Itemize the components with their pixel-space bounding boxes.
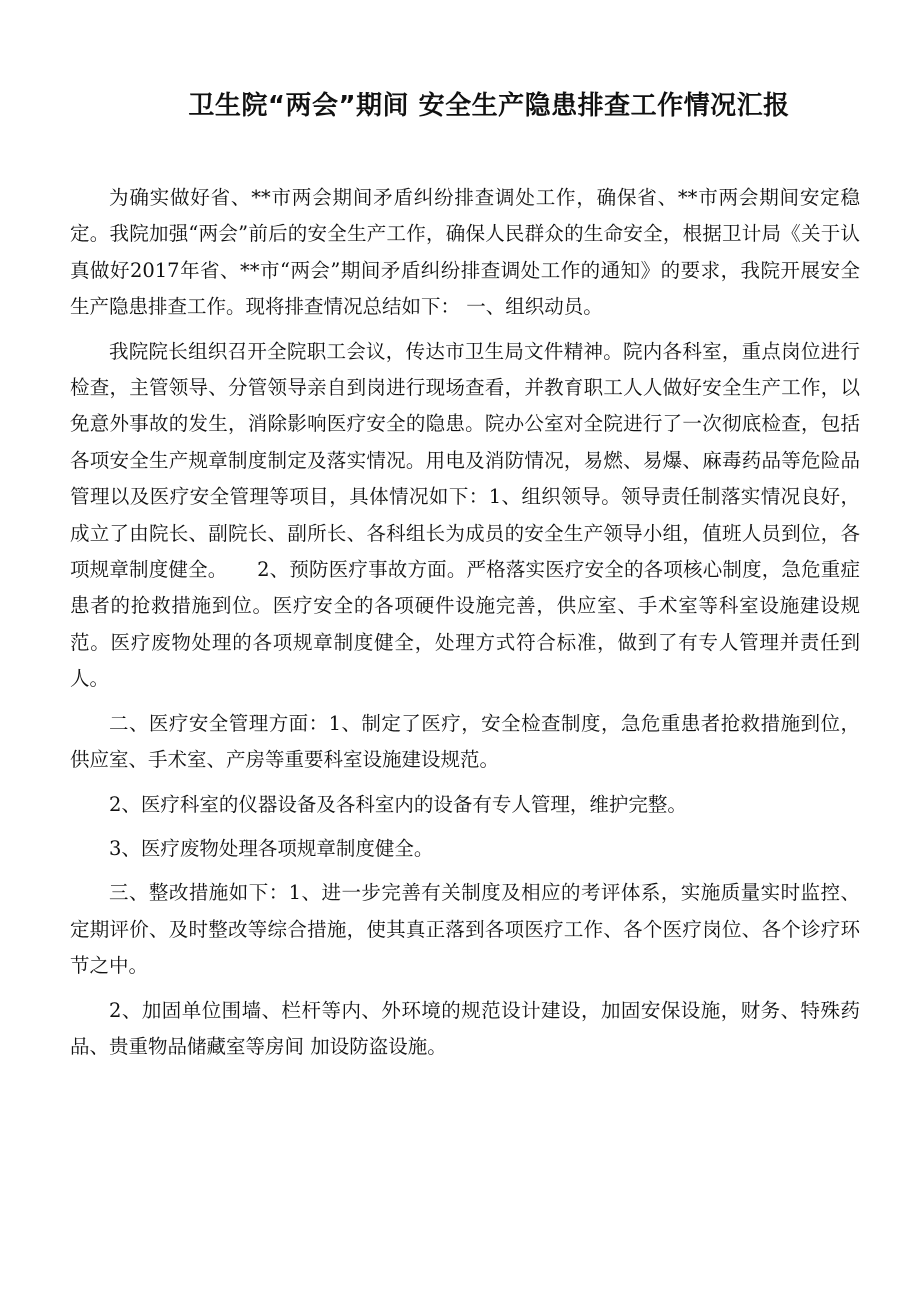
paragraph-rectification: 三、整改措施如下：1、进一步完善有关制度及相应的考评体系，实施质量实时监控、定期评价、及时整改等综合措施，使其真正落到各项医疗工作、各个医疗岗位、各个诊疗环节之中。 xyxy=(70,881,860,978)
paragraph-equipment: 2、医疗科室的仪器设备及各科室内的设备有专人管理，维护完整。 xyxy=(109,792,687,816)
paragraph-inspection: 我院院长组织召开全院职工会议，传达市卫生局文件精神。院内各科室，重点岗位进行检查，主管领导、分管领导亲自到岗进行现场查看，并教育职工人人做好安全生产工作，以免意外事故的发生，消除影响医疗安全的隐患。院办公室对全院进行了一次彻底检查，包括各项安全生产规章制度制定及落实情况。用电及消防情况，易燃、易爆、麻毒药品等危险品管理以及医疗安全管理等项目，具体情况如下：1、组织领导。领导责任制落实情况良好，成立了由院长、副院长、副所长、各科组长为成员的安全生产领导小组，值班人员到位，各项规章制度健全。 2、预防医疗事故方面。严格落实医疗安全的各项核心制度，急危重症患者的抢救措施到位。医疗安全的各项硬件设施完善，供应室、手术室等科室设施建设规范。医疗废物处理的各项规章制度健全，处理方式符合标准，做到了有专人管理并责任到人。 xyxy=(70,339,860,691)
paragraph-security: 2、加固单位围墙、栏杆等内、外环境的规范设计建设，加固安保设施，财务、特殊药品、贵重物品储藏室等房间 加设防盗设施。 xyxy=(70,998,860,1058)
document-title: 卫生院“两会”期间 安全生产隐患排查工作情况汇报 xyxy=(188,91,790,121)
document-body xyxy=(70,180,860,1073)
paragraph-medical-safety: 二、医疗安全管理方面：1、制定了医疗，安全检查制度，急危重患者抢救措施到位，供应室、手术室、产房等重要科室设施建设规范。 xyxy=(70,711,860,772)
paragraph-intro: 为确实做好省、**市两会期间矛盾纠纷排查调处工作，确保省、**市两会期间安定稳定。我院加强“两会”前后的安全生产工作，确保人民群众的生命安全，根据卫计局《关于认真做好2017年省、**市“两会”期间矛盾纠纷排查调处工作的通知》的要求，我院开展安全生产隐患排查工作。现将排查情况总结如下： 一、组织动员。 xyxy=(70,186,860,319)
paragraph-waste: 3、医疗废物处理各项规章制度健全。 xyxy=(109,836,434,860)
